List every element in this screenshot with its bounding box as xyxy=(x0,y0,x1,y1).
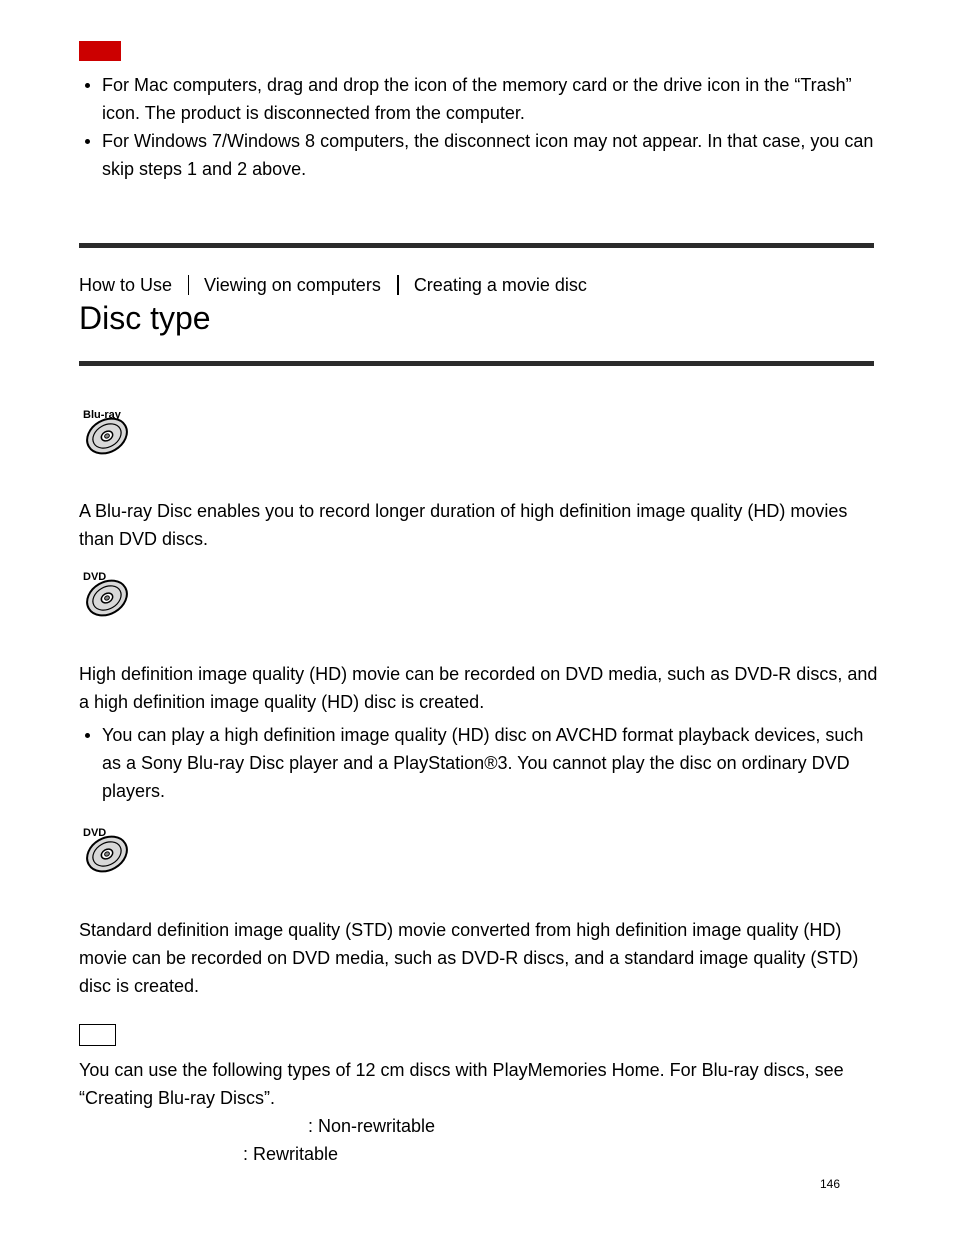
rewritable-item: : Rewritable xyxy=(243,1144,339,1164)
list-item: For Windows 7/Windows 8 computers, the disconnect icon may not appear. In that case, you can skip steps 1 and 2 above. xyxy=(79,127,879,183)
dvd-hd-description: High definition image quality (HD) movie can be recorded on DVD media, such as DVD-R discs, and a high definition image quality (HD) disc is created. xyxy=(79,664,878,712)
dvd-icon-label: DVD xyxy=(83,827,107,839)
breadcrumb-separator xyxy=(397,275,399,295)
breadcrumb-creating-movie-disc[interactable]: Creating a movie disc xyxy=(413,275,587,295)
breadcrumb-viewing-on-computers[interactable]: Viewing on computers xyxy=(204,275,381,295)
section-divider-title xyxy=(79,361,874,366)
breadcrumb-how-to-use[interactable]: How to Use xyxy=(79,275,173,295)
dvd-std-description: Standard definition image quality (STD) movie converted from high definition image quality (HD) movie can be recorded on DVD media, such as DVD-R discs, and a standard image quality (STD) disc is created. xyxy=(79,920,859,996)
list-item: For Mac computers, drag and drop the icon of the memory card or the drive icon in the “Trash” icon. The product is disconnected from the computer. xyxy=(79,71,879,127)
page-number: 146 xyxy=(820,1177,841,1191)
breadcrumb-separator xyxy=(188,275,189,295)
hint-marker xyxy=(79,1024,116,1046)
disc-types-intro: You can use the following types of 12 cm discs with PlayMemories Home. For Blu-ray discs, see “Creating Blu-ray Discs”. xyxy=(79,1060,844,1108)
note-list xyxy=(79,71,879,183)
dvd-hd-notes xyxy=(79,721,879,805)
blu-ray-disc-icon xyxy=(81,407,133,455)
section-divider-top xyxy=(79,243,874,248)
blu-ray-description: A Blu-ray Disc enables you to record longer duration of high definition image quality (HD) movies than DVD discs. xyxy=(79,501,848,549)
page-title: Disc type xyxy=(79,300,211,336)
blu-ray-icon-label: Blu-ray xyxy=(83,409,121,421)
note-marker xyxy=(79,41,121,61)
list-item: You can play a high definition image quality (HD) disc on AVCHD format playback devices, such as a Sony Blu-ray Disc player and a PlayStation®3. You cannot play the disc on ordinary DVD players. xyxy=(79,721,879,805)
breadcrumb xyxy=(79,271,587,299)
dvd-icon-label: DVD xyxy=(83,571,107,583)
non-rewritable-item: : Non-rewritable xyxy=(308,1116,436,1136)
dvd-disc-icon xyxy=(81,825,133,873)
dvd-disc-icon xyxy=(81,569,133,617)
